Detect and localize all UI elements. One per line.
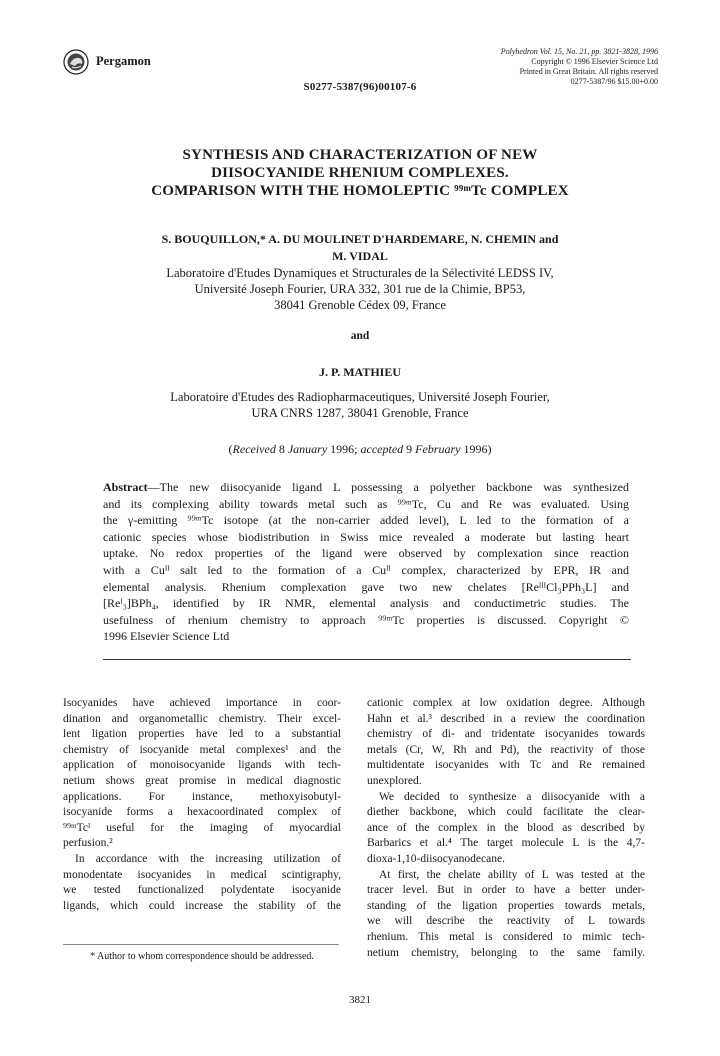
page-number: 3821 <box>349 994 371 1006</box>
body-line: dination and organometallic chemistry. Their excel- <box>63 712 341 725</box>
body-line: rhenium. This metal is considered to mimic tech- <box>367 930 645 943</box>
received-day: 8 <box>275 442 288 456</box>
journal-line: Polyhedron Vol. 15, No. 21, pp. 3821-3828, 1996 <box>500 47 658 56</box>
body-line: lent ligation properties have led to a substantial <box>63 728 341 741</box>
body-line: Barbarics et al.⁴ The target molecule L is the 4,7- <box>367 837 645 850</box>
body-line: In accordance with the increasing utilization of <box>75 852 341 865</box>
affiliation-line: Laboratoire d'Etudes Dynamiques et Structurales de la Sélectivité LEDSS IV, <box>166 266 554 280</box>
body-line: standing of the ligation properties towards metals, <box>367 899 645 912</box>
abstract-label: Abstract <box>103 480 148 494</box>
body-line: application of monoisocyanide ligands with tech- <box>63 759 341 772</box>
body-line: unexplored. <box>367 774 422 787</box>
footnote-divider <box>63 944 339 945</box>
body-line: Isocyanides have achieved importance in coor- <box>63 697 341 709</box>
affiliation-1 <box>60 265 660 313</box>
paper-title <box>60 146 660 200</box>
body-line: We decided to synthesize a diisocyanide with a <box>379 790 645 803</box>
section-divider <box>103 659 631 660</box>
received-month: January <box>287 442 328 456</box>
body-line: dioxa-1,10-diisocyanodecane. <box>367 852 505 865</box>
accepted-label: accepted <box>360 442 404 456</box>
abstract-line: [Reᴵ₃]BPh₄, identified by IR NMR, elemental analysis and conductimetric studies. The <box>103 596 629 611</box>
body-line: Hahn et al.³ described in a review the coordination <box>367 712 645 725</box>
received-label: Received <box>232 442 276 456</box>
body-line: netium shows great promise in medical diagnostic <box>63 774 341 787</box>
abstract-line: the γ-emitting ⁹⁹ᵐTc isotope (at the non-carrier added level), L led to the formation of a <box>103 513 629 528</box>
affiliation-2 <box>60 389 660 421</box>
body-line: metals (Cr, W, Rh and Pd), the reactivity of those <box>367 743 645 756</box>
publisher-logo-icon <box>63 49 89 75</box>
body-line: perfusion.² <box>63 837 113 850</box>
affiliation-line: URA CNRS 1287, 38041 Grenoble, France <box>251 406 469 420</box>
footnote: * Author to whom correspondence should be addressed. <box>90 951 314 962</box>
received-year: 1996; <box>327 442 361 456</box>
journal-line: Copyright © 1996 Elsevier Science Ltd <box>531 57 658 66</box>
body-line: chemistry of di- and tridentate isocyanides towards <box>367 728 645 741</box>
accepted-day: 9 <box>403 442 416 456</box>
affiliation-line: Laboratoire d'Etudes des Radiopharmaceutiques, Université Joseph Fourier, <box>170 390 550 404</box>
abstract-text: —The new diisocyanide ligand L possessing a polyether backbone was synthesized <box>147 480 629 494</box>
author-line: M. VIDAL <box>332 249 388 263</box>
title-line: SYNTHESIS AND CHARACTERIZATION OF NEW <box>182 147 538 163</box>
author-line: S. BOUQUILLON,* A. DU MOULINET D'HARDEMARE, N. CHEMIN and <box>161 232 559 246</box>
abstract-line: and its complexing ability towards metal such as ⁹⁹ᵐTc, Cu and Re was evaluated. Using <box>103 496 629 511</box>
body-line: ance of the complex in the blood as described by <box>367 821 645 834</box>
body-line: tracer level. But in order to have a better under- <box>367 884 645 897</box>
body-line: multidentate isocyanides with Tc and Re remained <box>367 759 645 772</box>
abstract <box>103 479 629 645</box>
author-list <box>70 231 650 265</box>
received-dates <box>0 442 720 457</box>
body-column-right <box>367 696 645 961</box>
abstract-line: cationic species whose biodistribution in Swiss mice revealed a moderate but lasting heart <box>103 529 629 544</box>
body-line: diether backbone, which could facilitate the clear- <box>367 806 645 819</box>
accepted-month: February <box>415 442 461 456</box>
publisher-name: Pergamon <box>96 54 151 68</box>
body-line: we tested functionalized polydentate isocyanide <box>63 884 341 897</box>
body-line: cationic complex at low oxidation degree. Although <box>367 697 645 709</box>
affiliation-line: 38041 Grenoble Cédex 09, France <box>274 298 446 312</box>
abstract-line: uptake. No redox properties of the ligand were observed by complexation since reaction <box>103 546 629 561</box>
title-line: COMPARISON WITH THE HOMOLEPTIC ⁹⁹ᵐTc COMPLEX <box>151 183 569 199</box>
body-line: ligands, which could increase the stability of the <box>63 899 341 912</box>
body-line: At first, the chelate ability of L was tested at the <box>379 868 645 881</box>
body-line: monodentate isocyanides in medical scintigraphy, <box>63 868 341 881</box>
abstract-line: usefulness of rhenium chemistry to approach ⁹⁹ᵐTc properties is discussed. Copyright © <box>103 612 629 627</box>
abstract-line: elemental analysis. Rhenium complexation gave two new chelates [ReᴵᴵᴵCl₃PPh₃L] and <box>103 579 629 594</box>
accepted-year: 1996) <box>460 442 492 456</box>
body-line: netium chemistry, belonging to the same family. <box>367 946 645 959</box>
body-line: chemistry of isocyanide metal complexes¹ and the <box>63 743 341 756</box>
abstract-line: 1996 Elsevier Science Ltd <box>103 629 230 644</box>
abstract-line: with a Cuᴵᴵ salt led to the formation of a Cuᴵᴵ complex, characterized by EPR, IR and <box>103 562 629 577</box>
body-line: isocyanide forms a hexacoordinated complex of <box>63 806 341 819</box>
title-line: DIISOCYANIDE RHENIUM COMPLEXES. <box>211 165 509 181</box>
journal-line: Printed in Great Britain. All rights reserved <box>519 67 658 76</box>
body-line: we will describe the reactivity of L towards <box>367 915 645 928</box>
body-line: ⁹⁹ᵐTcᴵ useful for the imaging of myocardial <box>63 821 341 834</box>
received-open: ( <box>228 442 233 456</box>
second-author: J. P. MATHIEU <box>318 365 401 379</box>
journal-line: 0277-5387/96 $15.00+0.00 <box>570 77 658 86</box>
abstract-line <box>103 479 629 496</box>
body-line: applications. For instance, methoxyisobutyl- <box>63 790 341 803</box>
body-column-left <box>63 696 341 914</box>
affiliation-line: Université Joseph Fourier, URA 332, 301 rue de la Chimie, BP53, <box>194 282 526 296</box>
pii-code: S0277-5387(96)00107-6 <box>303 81 417 93</box>
and-separator: and <box>350 330 370 342</box>
